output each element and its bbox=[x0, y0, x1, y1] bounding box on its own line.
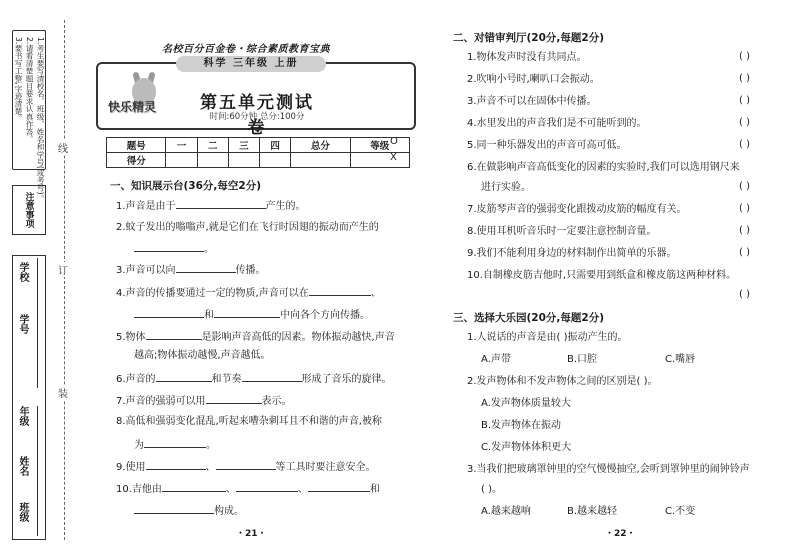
question-5-cont: 越高;物体振动越慢,声音越低。 bbox=[134, 350, 271, 361]
answer-paren[interactable]: ( ) bbox=[739, 225, 750, 236]
info-label-name: 姓名 bbox=[17, 456, 28, 476]
question-4-cont: 和 中向各个方向传播。 bbox=[134, 307, 370, 323]
tf-question: 7.皮筋琴声音的强弱变化跟拨动皮筋的幅度有关。 bbox=[467, 204, 687, 215]
info-underline bbox=[37, 406, 38, 536]
answer-paren[interactable]: ( ) bbox=[739, 181, 750, 192]
score-cell[interactable] bbox=[166, 153, 197, 168]
answer-blank[interactable] bbox=[214, 307, 280, 318]
mc-option[interactable]: A.声带 bbox=[481, 354, 511, 365]
question-8: 8.高低和强弱变化混乱,听起来嘈杂刺耳且不和谐的声音,被称 bbox=[116, 416, 382, 427]
note-item: 3.要书写工整,字迹清楚。 bbox=[14, 37, 23, 123]
answer-blank[interactable] bbox=[308, 481, 370, 492]
question-1: 1.声音是由于 产生的。 bbox=[116, 198, 306, 214]
page-number: ・21・ bbox=[236, 529, 267, 539]
mc-option[interactable]: C.嘴唇 bbox=[665, 354, 696, 365]
info-underline bbox=[37, 258, 38, 388]
question-7: 7.声音的强弱可以用 表示。 bbox=[116, 393, 292, 409]
logo bbox=[108, 78, 178, 120]
table-header: 题号 bbox=[107, 138, 166, 153]
answer-blank[interactable] bbox=[206, 393, 262, 404]
student-info-box bbox=[12, 255, 46, 540]
subject-bar: 科学 三年级 上册 bbox=[176, 56, 326, 72]
answer-blank[interactable] bbox=[162, 481, 226, 492]
table-header: 三 bbox=[228, 138, 259, 153]
tf-question: 3.声音不可以在固体中传播。 bbox=[467, 96, 597, 107]
cut-char: 线 bbox=[58, 140, 68, 155]
note-item: 1.考生要写清校名、班级、姓名和学号(或考号)。 bbox=[36, 37, 45, 203]
tf-question-cont: 进行实验。 bbox=[481, 182, 531, 193]
answer-paren[interactable]: ( ) bbox=[739, 117, 750, 128]
answer-blank[interactable] bbox=[236, 481, 298, 492]
answer-blank[interactable] bbox=[176, 262, 236, 273]
logo-text: 快乐精灵 bbox=[108, 100, 157, 114]
answer-paren[interactable]: ( ) bbox=[739, 289, 750, 300]
left-page bbox=[96, 0, 432, 557]
slogan: 名校百分百金卷・综合素质教育宝典 bbox=[162, 44, 330, 55]
answer-blank[interactable] bbox=[146, 329, 202, 340]
answer-paren[interactable]: ( ) bbox=[739, 139, 750, 150]
info-label-number: 学号 bbox=[17, 314, 28, 334]
right-page bbox=[445, 0, 800, 557]
answer-blank[interactable] bbox=[144, 437, 206, 448]
page-number: ・22・ bbox=[605, 529, 636, 539]
question-2-cont: 。 bbox=[134, 241, 214, 257]
tf-question: 5.同一种乐器发出的声音可高可低。 bbox=[467, 140, 627, 151]
score-cell[interactable] bbox=[260, 153, 291, 168]
answer-blank[interactable] bbox=[156, 371, 212, 382]
answer-blank[interactable] bbox=[176, 198, 266, 209]
question-8-cont: 为 。 bbox=[134, 437, 216, 453]
answer-paren[interactable]: ( ) bbox=[739, 95, 750, 106]
tf-question: 8.使用耳机听音乐时一定要注意控制音量。 bbox=[467, 226, 657, 237]
score-cell[interactable] bbox=[197, 153, 228, 168]
mc-option[interactable]: A.越来越响 bbox=[481, 506, 531, 517]
answer-paren[interactable]: ( ) bbox=[739, 247, 750, 258]
time-score: 时间:60分钟 总分:100分 bbox=[209, 112, 305, 122]
tf-question: 9.我们不能利用身边的材料制作出简单的乐器。 bbox=[467, 248, 677, 259]
mc-option[interactable]: B.口腔 bbox=[567, 354, 598, 365]
circle-cross-icons: O X bbox=[390, 136, 398, 163]
question-4: 4.声音的传播要通过一定的物质,声音可以在 、 bbox=[116, 285, 381, 301]
tf-question: 10.自制橡皮筋吉他时,只需要用到纸盒和橡皮筋这两种材料。 bbox=[467, 270, 737, 281]
notes-title: 注意事项 bbox=[12, 185, 46, 235]
table-header: 总分 bbox=[291, 138, 350, 153]
score-cell[interactable] bbox=[291, 153, 350, 168]
mc-option[interactable]: B.越来越轻 bbox=[567, 506, 618, 517]
table-header: 四 bbox=[260, 138, 291, 153]
answer-blank[interactable] bbox=[309, 285, 371, 296]
section-title: 二、对错审判厅(20分,每题2分) bbox=[453, 32, 605, 44]
mc-option[interactable]: B.发声物体在振动 bbox=[481, 420, 562, 431]
tf-question: 4.水里发出的声音我们是不可能听到的。 bbox=[467, 118, 647, 129]
question-2: 2.蚊子发出的嗡嗡声,就是它们在飞行时因翅的振动而产生的 bbox=[116, 222, 379, 233]
notes-box bbox=[12, 30, 46, 203]
binding-margin bbox=[0, 0, 96, 557]
tf-question: 1.物体发声时没有共同点。 bbox=[467, 52, 587, 63]
answer-paren[interactable]: ( ) bbox=[739, 51, 750, 62]
cut-char: 装 bbox=[58, 385, 68, 400]
answer-blank[interactable] bbox=[216, 459, 276, 470]
cut-char: 订 bbox=[58, 262, 68, 277]
table-row bbox=[107, 153, 410, 168]
question-6: 6.声音的 和节奏 形成了音乐的旋律。 bbox=[116, 371, 392, 387]
info-label-class: 班级 bbox=[17, 502, 28, 522]
question-3: 3.声音可以向 传播。 bbox=[116, 262, 266, 278]
cut-dashed-line bbox=[64, 20, 65, 540]
mc-question-cont: ( )。 bbox=[481, 484, 502, 495]
answer-blank[interactable] bbox=[134, 241, 204, 252]
page-title: 第五单元测试卷 bbox=[200, 93, 314, 138]
note-item: 2.请看清楚题目要求认真作答。 bbox=[25, 37, 34, 144]
mc-option[interactable]: C.发声物体体积更大 bbox=[481, 442, 572, 453]
tf-question: 2.吹响小号时,喇叭口会振动。 bbox=[467, 74, 600, 85]
answer-blank[interactable] bbox=[134, 503, 214, 514]
answer-blank[interactable] bbox=[146, 459, 206, 470]
score-row-label: 得分 bbox=[107, 153, 166, 168]
table-row bbox=[107, 138, 410, 153]
question-9: 9.使用 、 等工具时要注意安全。 bbox=[116, 459, 376, 475]
answer-paren[interactable]: ( ) bbox=[739, 203, 750, 214]
section-title: 一、知识展示台(36分,每空2分) bbox=[110, 180, 262, 192]
mc-option[interactable]: A.发声物体质量较大 bbox=[481, 398, 571, 409]
tf-question: 6.在做影响声音高低变化的因素的实验时,我们可以选用钢尺来 bbox=[467, 162, 740, 173]
mc-option[interactable]: C.不变 bbox=[665, 506, 696, 517]
question-10: 10.吉他由 、 、 和 bbox=[116, 481, 380, 497]
answer-paren[interactable]: ( ) bbox=[739, 73, 750, 84]
question-5: 5.物体 是影响声音高低的因素。物体振动越快,声音 bbox=[116, 329, 395, 345]
mc-question: 2.发声物体和不发声物体之间的区别是( )。 bbox=[467, 376, 658, 387]
question-10-cont: 构成。 bbox=[134, 503, 244, 519]
mc-question: 1.人说话的声音是由( )振动产生的。 bbox=[467, 332, 628, 343]
table-header: 二 bbox=[197, 138, 228, 153]
answer-blank[interactable] bbox=[134, 307, 204, 318]
section-title: 三、选择大乐园(20分,每题2分) bbox=[453, 312, 605, 324]
info-label-grade: 年级 bbox=[17, 406, 28, 426]
info-label-school: 学校 bbox=[17, 262, 28, 282]
answer-blank[interactable] bbox=[242, 371, 302, 382]
score-cell[interactable] bbox=[350, 153, 409, 168]
score-cell[interactable] bbox=[228, 153, 259, 168]
table-header: 等级 bbox=[350, 138, 409, 153]
score-table bbox=[106, 137, 410, 168]
mc-question: 3.当我们把玻璃罩钟里的空气慢慢抽空,会听到罩钟里的闹钟铃声 bbox=[467, 464, 750, 475]
table-header: 一 bbox=[166, 138, 197, 153]
